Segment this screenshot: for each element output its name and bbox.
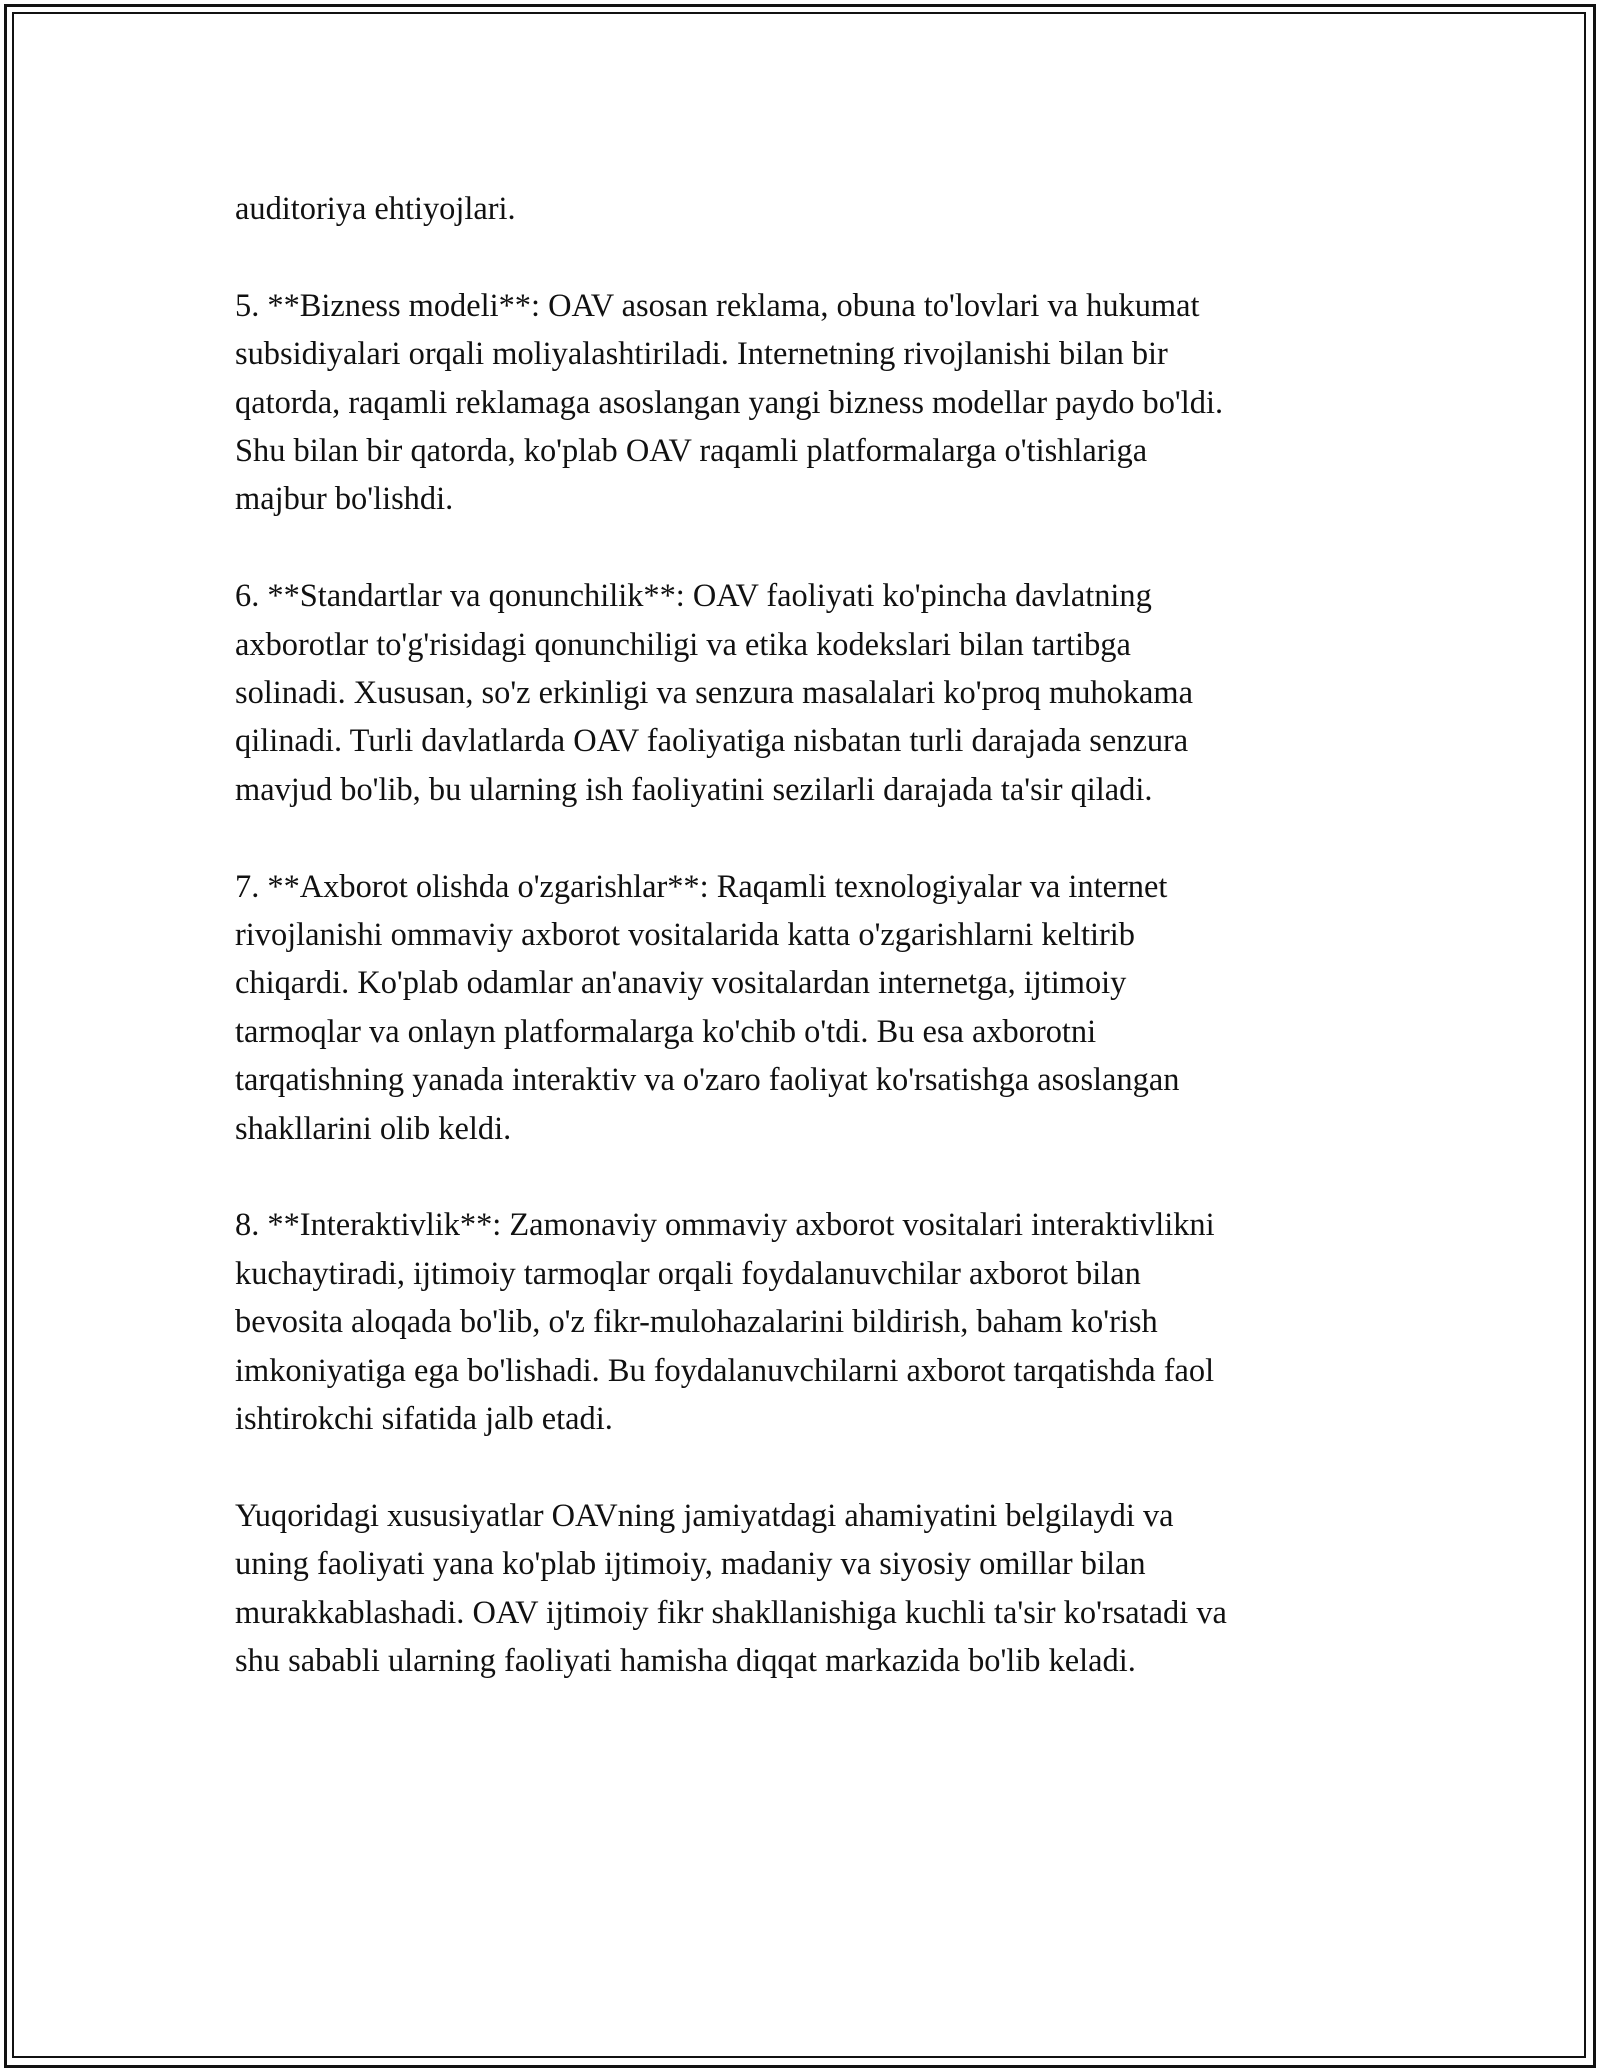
text-line: mavjud bo'lib, bu ularning ish faoliyatini sezilarli darajada ta'sir qiladi. <box>235 771 1153 808</box>
text-line: imkoniyatiga ega bo'lishadi. Bu foydalanuvchilarni axborot tarqatishda faol <box>235 1352 1215 1389</box>
text-line: ishtirokchi sifatida jalb etadi. <box>235 1401 613 1438</box>
paragraph-gap <box>235 524 1385 572</box>
text-line: Yuqoridagi xususiyatlar OAVning jamiyatdagi ahamiyatini belgilaydi va <box>235 1497 1174 1534</box>
intro-fragment <box>235 185 1385 233</box>
item-5-business-model <box>235 282 1385 524</box>
text-line: Shu bilan bir qatorda, ko'plab OAV raqamli platformalarga o'tishlariga <box>235 433 1148 470</box>
paragraph-gap <box>235 1444 1385 1492</box>
text-line: 7. **Axborot olishda o'zgarishlar**: Raqamli texnologiyalar va internet <box>235 868 1168 905</box>
text-line: tarqatishning yanada interaktiv va o'zaro faoliyat ko'rsatishga asoslangan <box>235 1062 1180 1099</box>
paragraph-gap <box>235 233 1385 281</box>
item-7-changes <box>235 863 1385 1153</box>
text-line: auditoriya ehtiyojlari. <box>235 191 516 227</box>
conclusion-paragraph <box>235 1492 1385 1686</box>
paragraph-gap <box>235 814 1385 862</box>
text-line: axborotlar to'g'risidagi qonunchiligi va etika kodekslari bilan tartibga <box>235 626 1131 663</box>
text-line: 5. **Bizness modeli**: OAV asosan reklama, obuna to'lovlari va hukumat <box>235 287 1200 324</box>
text-line: majbur bo'lishdi. <box>235 481 454 518</box>
text-line: bevosita aloqada bo'lib, o'z fikr-mulohazalarini bildirish, baham ko'rish <box>235 1304 1158 1341</box>
text-line: tarmoqlar va onlayn platformalarga ko'chib o'tdi. Bu esa axborotni <box>235 1013 1097 1050</box>
text-line: qatorda, raqamli reklamaga asoslangan yangi bizness modellar paydo bo'ldi. <box>235 384 1224 421</box>
item-8-interactivity <box>235 1201 1385 1443</box>
text-line: 6. **Standartlar va qonunchilik**: OAV faoliyati ko'pincha davlatning <box>235 578 1152 615</box>
text-line: rivojlanishi ommaviy axborot vositalarida katta o'zgarishlarni keltirib <box>235 917 1135 954</box>
item-6-standards <box>235 572 1385 814</box>
text-line: uning faoliyati yana ko'plab ijtimoiy, madaniy va siyosiy omillar bilan <box>235 1546 1146 1583</box>
text-line: solinadi. Xususan, so'z erkinligi va senzura masalalari ko'proq muhokama <box>235 675 1193 712</box>
text-line: chiqardi. Ko'plab odamlar an'anaviy vositalardan internetga, ijtimoiy <box>235 965 1127 1002</box>
text-line: subsidiyalari orqali moliyalashtiriladi. Internetning rivojlanishi bilan bir <box>235 336 1168 373</box>
text-line: 8. **Interaktivlik**: Zamonaviy ommaviy axborot vositalari interaktivlikni <box>235 1207 1215 1244</box>
text-line: murakkablashadi. OAV ijtimoiy fikr shakllanishiga kuchli ta'sir ko'rsatadi va <box>235 1594 1227 1631</box>
text-line: shu sababli ularning faoliyati hamisha diqqat markazida bo'lib keladi. <box>235 1643 1136 1680</box>
text-line: qilinadi. Turli davlatlarda OAV faoliyatiga nisbatan turli darajada senzura <box>235 723 1189 760</box>
text-line: shakllarini olib keldi. <box>235 1110 512 1147</box>
text-line: kuchaytiradi, ijtimoiy tarmoqlar orqali foydalanuvchilar axborot bilan <box>235 1255 1141 1292</box>
paragraph-gap <box>235 1153 1385 1201</box>
document-body <box>235 185 1385 1686</box>
